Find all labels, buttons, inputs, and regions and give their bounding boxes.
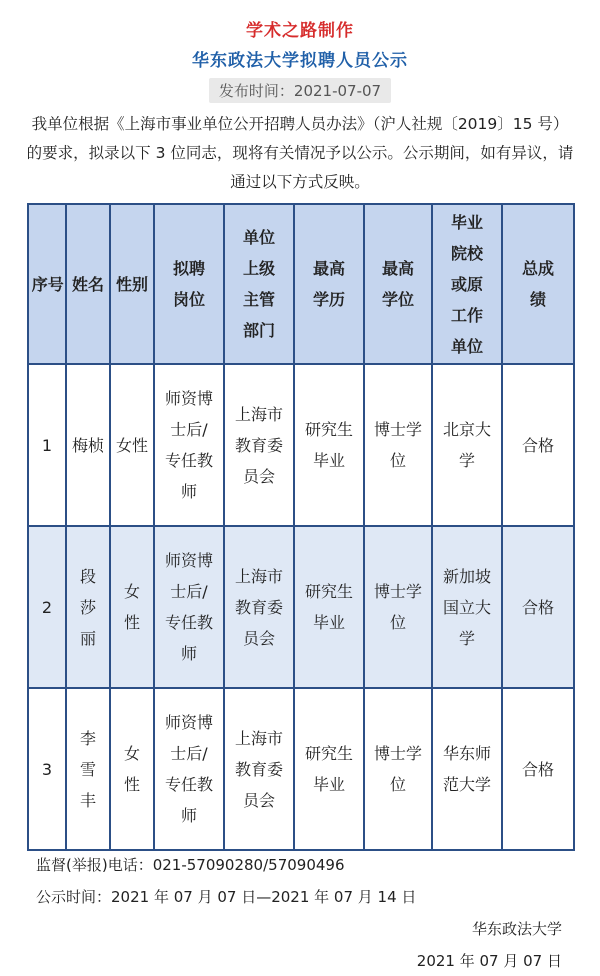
cell-position: 师资博士后/专任教师 bbox=[154, 526, 224, 688]
cell-index: 1 bbox=[28, 364, 66, 526]
cell-education: 研究生毕业 bbox=[294, 526, 364, 688]
cell-degree: 博士学位 bbox=[364, 688, 432, 850]
cell-education: 研究生毕业 bbox=[294, 364, 364, 526]
header-cell: 最高学历 bbox=[294, 204, 364, 364]
header-cell: 性别 bbox=[110, 204, 154, 364]
cell-gender: 女性 bbox=[110, 364, 154, 526]
signature-org: 华东政法大学 bbox=[471, 920, 562, 938]
intro-paragraph: 我单位根据《上海市事业单位公开招聘人员办法》（沪人社规〔2019〕15 号）的要求，拟录以下 3 位同志，现将有关情况予以公示。公示期间，如有异议，请通过以下方式反映。 bbox=[26, 115, 574, 191]
cell-gender: 女性 bbox=[110, 688, 154, 850]
cell-department: 上海市教育委员会 bbox=[224, 688, 294, 850]
cell-department: 上海市教育委员会 bbox=[224, 364, 294, 526]
table-row bbox=[28, 526, 574, 688]
header-cell: 拟聘岗位 bbox=[154, 204, 224, 364]
cell-degree: 博士学位 bbox=[364, 364, 432, 526]
cell-school: 北京大学 bbox=[432, 364, 502, 526]
cell-education: 研究生毕业 bbox=[294, 688, 364, 850]
cell-score: 合格 bbox=[502, 364, 574, 526]
candidates-table bbox=[27, 203, 575, 851]
cell-score: 合格 bbox=[502, 688, 574, 850]
brand-label: 学术之路制作 bbox=[246, 21, 354, 41]
cell-name: 段莎丽 bbox=[66, 526, 110, 688]
cell-school: 新加坡国立大学 bbox=[432, 526, 502, 688]
publicity-period: 公示时间：2021 年 07 月 07 日—2021 年 07 月 14 日 bbox=[36, 888, 417, 906]
cell-score: 合格 bbox=[502, 526, 574, 688]
cell-school: 华东师范大学 bbox=[432, 688, 502, 850]
cell-position: 师资博士后/专任教师 bbox=[154, 364, 224, 526]
cell-index: 2 bbox=[28, 526, 66, 688]
publish-time-row bbox=[0, 78, 600, 103]
table-header-row bbox=[28, 204, 574, 364]
header-cell: 姓名 bbox=[66, 204, 110, 364]
header-cell: 最高学位 bbox=[364, 204, 432, 364]
signature-date: 2021 年 07 月 07 日 bbox=[416, 952, 562, 970]
cell-name: 李雪丰 bbox=[66, 688, 110, 850]
cell-department: 上海市教育委员会 bbox=[224, 526, 294, 688]
cell-gender: 女性 bbox=[110, 526, 154, 688]
header-cell: 毕业院校或原工作单位 bbox=[432, 204, 502, 364]
report-phone: 监督(举报)电话：021-57090280/57090496 bbox=[36, 856, 345, 874]
publish-time: 发布时间：2021-07-07 bbox=[209, 78, 391, 103]
cell-index: 3 bbox=[28, 688, 66, 850]
table-row bbox=[28, 364, 574, 526]
cell-position: 师资博士后/专任教师 bbox=[154, 688, 224, 850]
page-title: 华东政法大学拟聘人员公示 bbox=[192, 51, 408, 71]
header-cell: 单位上级主管部门 bbox=[224, 204, 294, 364]
header-cell: 序号 bbox=[28, 204, 66, 364]
table-row bbox=[28, 688, 574, 850]
header-cell: 总成绩 bbox=[502, 204, 574, 364]
cell-name: 梅桢 bbox=[66, 364, 110, 526]
cell-degree: 博士学位 bbox=[364, 526, 432, 688]
